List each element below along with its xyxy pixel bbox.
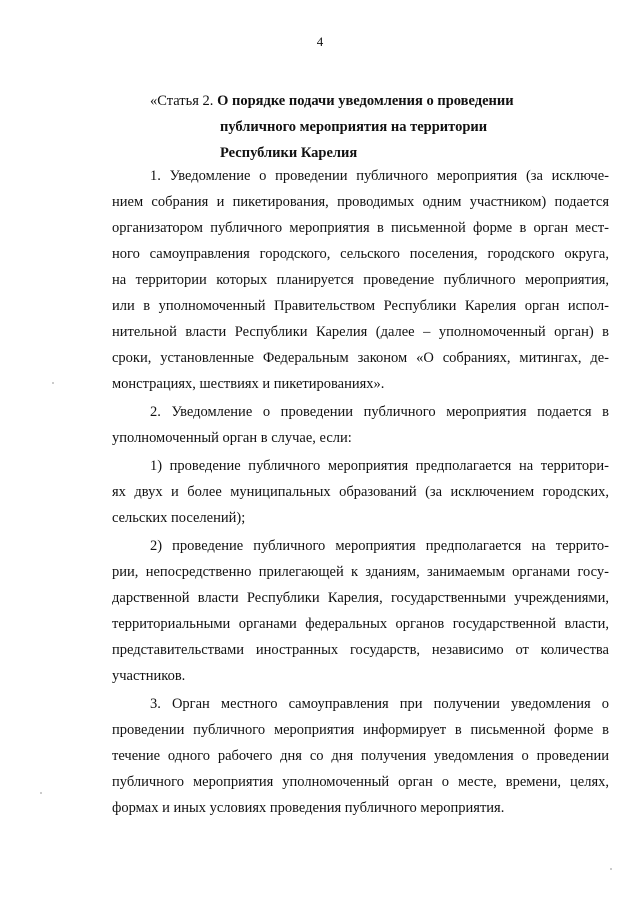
item-2-line: рии, непосредственно прилегающей к зданиям, занимаемым органами госу- (112, 564, 609, 580)
item-1-line: сельских поселений); (112, 510, 246, 526)
article-title-line-1: О порядке подачи уведомления о проведении (217, 93, 514, 109)
paragraph-1-line: 1. Уведомление о проведении публичного мероприятия (за исключе- (150, 168, 609, 184)
article-heading (150, 88, 514, 166)
item-2-line: 2) проведение публичного мероприятия предполагается на террито- (150, 538, 609, 554)
item-1-line: 1) проведение публичного мероприятия предполагается на территори- (150, 458, 609, 474)
item-2-line: дарственной власти Республики Карелия, государственными учреждениями, (112, 590, 609, 606)
article-title-line-2: публичного мероприятия на территории (220, 119, 488, 135)
paragraph-3-line: 3. Орган местного самоуправления при получении уведомления о (150, 696, 609, 712)
article-number: «Статья 2. (150, 93, 214, 109)
item-2-line: территориальными органами федеральных органов государственной власти, (112, 616, 609, 632)
paragraph-1-line: организатором публичного мероприятия в письменной форме в орган мест- (112, 220, 609, 236)
paragraph-1-line: нительной власти Республики Карелия (далее – уполномоченный орган) в (112, 324, 609, 340)
paragraph-1-line: нием собрания и пикетирования, проводимых одним участником) подается (112, 194, 609, 210)
paragraph-1-line: на территории которых планируется проведение публичного мероприятия, (112, 272, 609, 288)
article-title-line-3: Республики Карелия (220, 145, 358, 161)
paragraph-1-line: или в уполномоченный Правительством Республики Карелия орган испол- (112, 298, 609, 314)
paragraph-1-line: монстрациях, шествиях и пикетированиях». (112, 376, 385, 392)
paragraph-3-line: публичного мероприятия уполномоченный орган о месте, времени, целях, (112, 774, 609, 790)
paragraph-2-line: 2. Уведомление о проведении публичного мероприятия подается в (150, 404, 609, 420)
scan-speck (52, 382, 54, 384)
item-1-line: ях двух и более муниципальных образований (за исключением городских, (112, 484, 609, 500)
paragraph-3-line: течение одного рабочего дня со дня получения уведомления о проведении (112, 748, 609, 764)
page-number: 4 (316, 34, 324, 49)
paragraph-3-line: формах и иных условиях проведения публичного мероприятия. (112, 800, 505, 816)
paragraph-1-line: сроки, установленные Федеральным законом «О собраниях, митингах, де- (112, 350, 609, 366)
paragraph-2-line: уполномоченный орган в случае, если: (112, 430, 352, 446)
paragraph-3-line: проведении публичного мероприятия информирует в письменной форме в (112, 722, 609, 738)
paragraph-1-line: ного самоуправления городского, сельского поселения, городского округа, (112, 246, 609, 262)
scan-speck (40, 792, 42, 794)
item-2-line: участников. (112, 668, 186, 684)
item-2-line: представительствами иностранных государств, независимо от количества (112, 642, 609, 658)
scan-speck (610, 868, 612, 870)
